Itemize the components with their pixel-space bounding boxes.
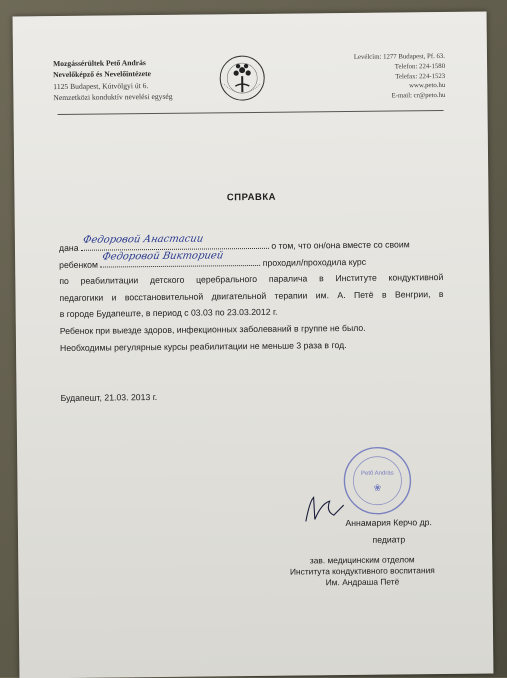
fax-number: Telefax: 224-1523 bbox=[395, 72, 446, 81]
signatory-block bbox=[18, 514, 432, 552]
line2-suffix: проходил/проходила курс bbox=[262, 256, 367, 268]
document-body bbox=[58, 233, 444, 356]
dept-line-3: Им. Андраша Петё bbox=[325, 576, 400, 588]
letterhead-divider bbox=[58, 110, 444, 115]
svg-text:Pető András: Pető András bbox=[360, 470, 394, 477]
document-title: СПРАВКА bbox=[226, 191, 277, 204]
org-name-line2: Nevelőképző és Nevelőintézete bbox=[53, 69, 152, 80]
handwritten-parent-name: Федоровой Анастасии bbox=[81, 233, 205, 247]
signatory-role: педиатр bbox=[372, 534, 406, 545]
email-address: E-mail: cr@peto.hu bbox=[391, 92, 446, 100]
phone-number: Telefon: 224-1580 bbox=[394, 62, 446, 71]
signatory-name: Аннамария Керчо др. bbox=[345, 517, 432, 529]
line1-prefix: дана bbox=[58, 242, 79, 254]
city-date: Будапешт, 21.03. 2013 г. bbox=[60, 392, 158, 404]
dept-line-1: зав. медицинским отделом bbox=[309, 554, 415, 566]
body-line-3: по реабилитации детского церебрального паралича в Институте кондуктивной bbox=[59, 272, 444, 287]
line2-prefix: ребенком bbox=[59, 259, 98, 270]
body-line-6: Ребенок при выезде здоров, инфекционных заболеваний в группе не было. bbox=[59, 322, 366, 336]
letterhead-right bbox=[354, 52, 446, 102]
child-name-field bbox=[100, 250, 260, 268]
body-line-4: педагогики и восстановительной двигательной терапии им. А. Петё в Венгрии, в bbox=[59, 288, 444, 303]
postal-address: Levélcím: 1277 Budapest, Pf. 63. bbox=[353, 52, 446, 61]
document-sheet bbox=[13, 12, 494, 678]
body-line-5: в городе Будапеште, в период с 03.03 по 23.03.2012 г. bbox=[59, 307, 278, 320]
org-address: 1125 Budapest, Kútvölgyi út 6. bbox=[53, 80, 149, 91]
letterhead-left bbox=[53, 57, 173, 104]
dept-line-2: Института кондуктивного воспитания bbox=[289, 565, 435, 577]
org-subtitle: Nemzetközi konduktív nevelési egység bbox=[53, 92, 173, 103]
body-line-7: Необходимы регулярные курсы реабилитации не меньше 3 раза в год. bbox=[59, 339, 347, 353]
handwritten-child-name: Федоровой Викторией bbox=[101, 250, 225, 263]
department-block bbox=[272, 554, 452, 589]
website: www.peto.hu bbox=[409, 82, 446, 90]
org-name-line1: Mozgássérültek Pető András bbox=[52, 58, 146, 69]
svg-text:❀: ❀ bbox=[373, 482, 382, 493]
line1-suffix: о том, что он/она вместе со своим bbox=[271, 239, 410, 251]
institute-logo-icon bbox=[218, 54, 267, 103]
